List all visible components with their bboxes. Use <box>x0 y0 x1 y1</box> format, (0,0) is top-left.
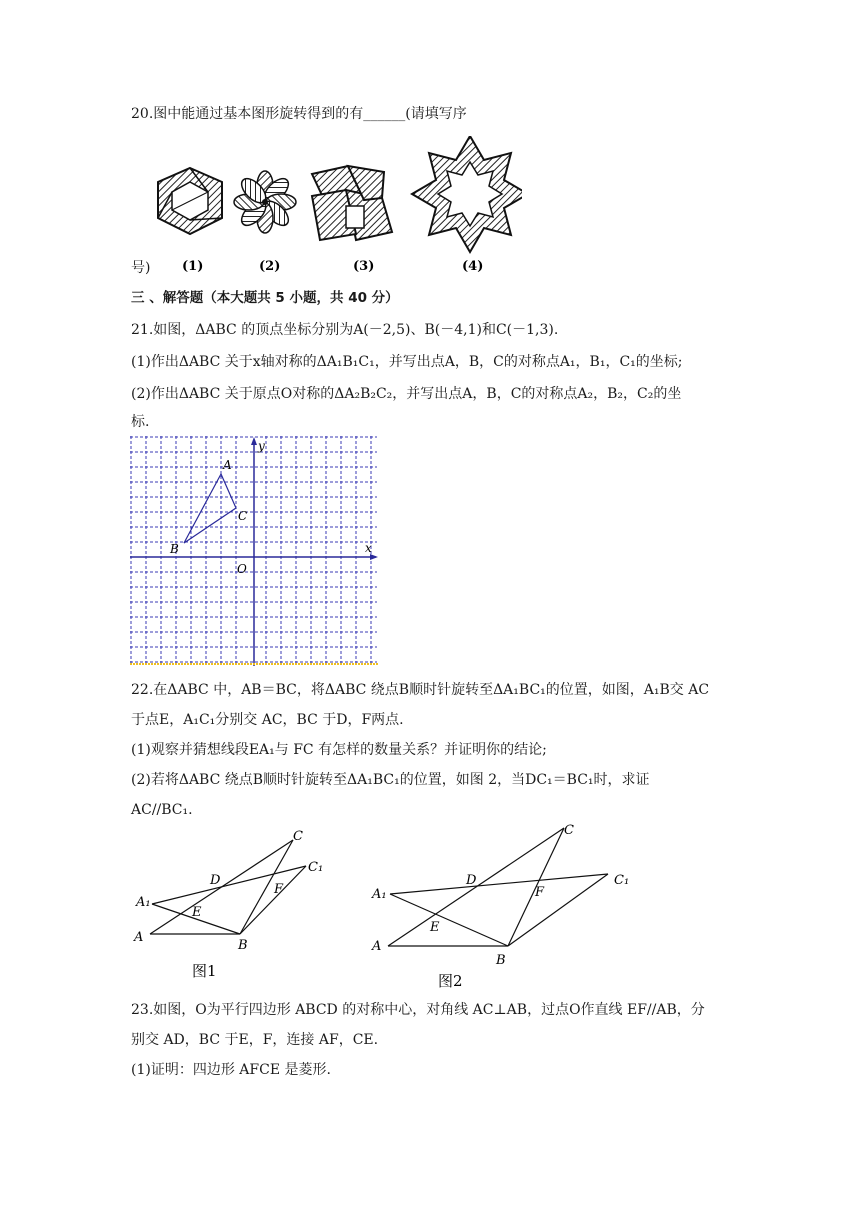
q22-line-1: 22.在ΔABC 中，AB＝BC，将ΔABC 绕点B顺时针旋转至ΔA₁BC₁的位置，如图，A₁B交 AC <box>131 682 710 698</box>
fig2-caption: 图2 <box>438 972 463 990</box>
fig1-caption: 图1 <box>192 962 217 980</box>
q23-line-1: 23.如图，O为平行四边形 ABCD 的对称中心，对角线 AC⊥AB，过点O作直线 EF//AB，分 <box>131 1002 705 1018</box>
q20-text: 20.图中能通过基本图形旋转得到的有______(请填写序 <box>131 106 467 122</box>
q20-tail: 号) <box>131 260 151 276</box>
q21-line-3: (2)作出ΔABC 关于原点O对称的ΔA₂B₂C₂，并写出点A，B，C的对称点A₂，B₂，C₂的坐 <box>131 386 682 402</box>
q21-line-2: (1)作出ΔABC 关于x轴对称的ΔA₁B₁C₁，并写出点A，B，C的对称点A₁，B₁，C₁的坐标; <box>131 354 683 370</box>
q20-figure <box>150 136 522 276</box>
q20-label-3: (3) <box>353 259 375 274</box>
q21-line-1: 21.如图，ΔABC 的顶点坐标分别为A(－2,5)、B(－4,1)和C(－1,3). <box>131 322 559 338</box>
fig2-label-a1: A₁ <box>372 887 387 902</box>
fig1-label-e: E <box>192 905 202 920</box>
point-b-label: B <box>170 542 179 556</box>
x-axis-label: x <box>365 541 372 555</box>
interlocked-squares-shape <box>312 166 392 240</box>
figure-2 <box>368 818 638 990</box>
q22-line-3: (1)观察并猜想线段EA₁与 FC 有怎样的数量关系？并证明你的结论; <box>131 742 547 758</box>
fig2-label-c1: C₁ <box>614 873 630 888</box>
hexagon-rotation-shape <box>158 168 222 234</box>
q20-label-4: (4) <box>462 259 484 274</box>
section-heading: 三 、解答题（本大题共 5 小题，共 40 分） <box>131 290 399 306</box>
point-c-label: C <box>238 509 248 523</box>
fig1-label-b: B <box>238 938 248 953</box>
fig2-label-c: C <box>564 823 574 838</box>
q22-line-4: (2)若将ΔABC 绕点B顺时针旋转至ΔA₁BC₁的位置，如图 2，当DC₁＝BC₁时，求证 <box>131 772 650 788</box>
point-a-label: A <box>223 458 232 472</box>
q22-line-5: AC//BC₁. <box>131 802 193 818</box>
figure-1 <box>130 826 340 986</box>
q20-label-1: (1) <box>182 259 204 274</box>
fig1-label-c: C <box>293 829 303 844</box>
q23-line-3: (1)证明：四边形 AFCE 是菱形. <box>131 1062 331 1078</box>
q20-label-2: (2) <box>259 259 281 274</box>
fig2-label-d: D <box>466 873 477 888</box>
fig2-label-a: A <box>372 939 382 954</box>
fig1-label-f: F <box>274 882 284 897</box>
q23-line-2: 别交 AD，BC 于E，F，连接 AF，CE. <box>131 1032 379 1048</box>
fig1-label-c1: C₁ <box>308 860 324 875</box>
fig1-label-a: A <box>134 930 144 945</box>
eight-point-star-shape <box>412 136 522 252</box>
fig2-label-b: B <box>496 953 506 968</box>
y-axis-label: y <box>258 439 265 453</box>
fig2-label-f: F <box>535 885 545 900</box>
fig1-label-a1: A₁ <box>136 895 151 910</box>
q21-line-4: 标. <box>131 414 150 430</box>
fig2-label-e: E <box>430 920 440 935</box>
flower-rotation-shape <box>234 171 296 233</box>
origin-label: O <box>237 562 247 576</box>
fig1-label-d: D <box>210 873 221 888</box>
q22-line-2: 于点E，A₁C₁分别交 AC，BC 于D，F两点. <box>131 712 404 728</box>
coordinate-grid-figure <box>130 436 380 668</box>
triangle-abc <box>184 474 236 543</box>
